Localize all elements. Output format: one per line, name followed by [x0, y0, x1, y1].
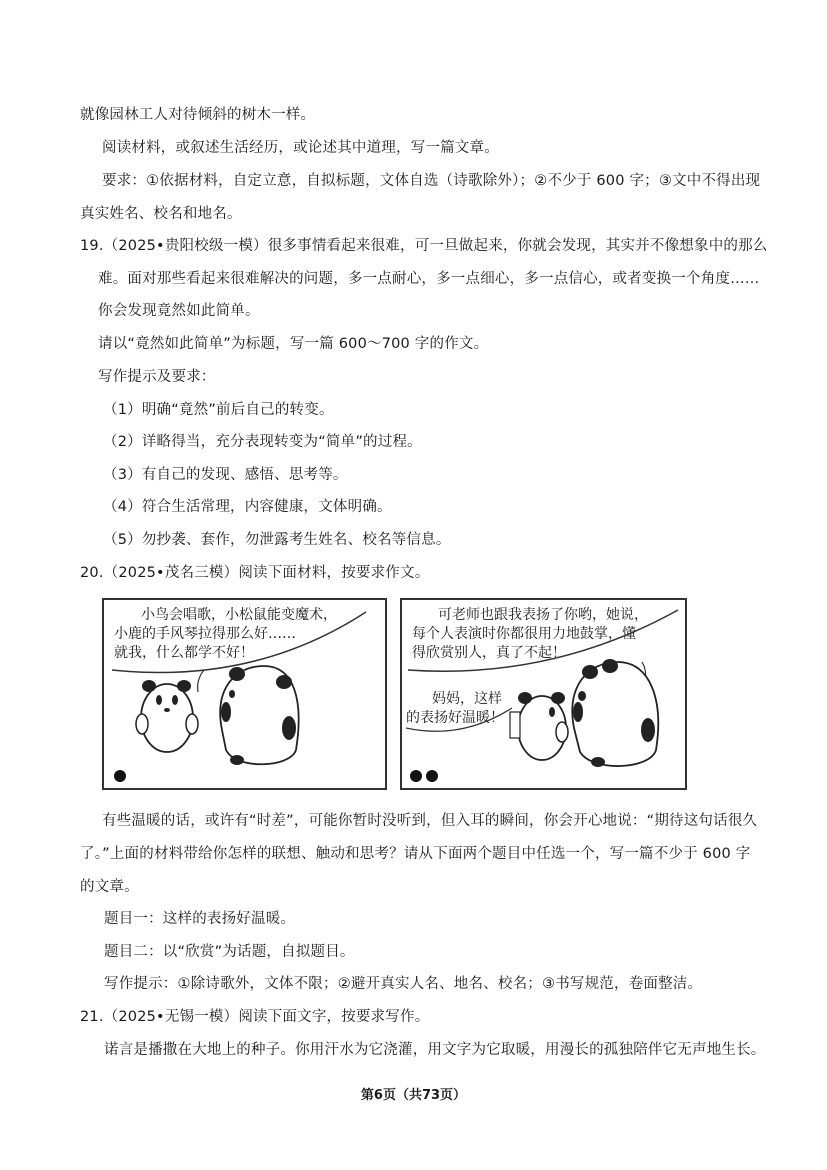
- text-line: 请以“竟然如此简单”为标题，写一篇 600～700 字的作文。: [98, 336, 489, 352]
- text-line: 写作提示：①除诗歌外，文体不限；②避开真实人名、地名、校名；③书写规范，卷面整洁。: [104, 976, 703, 992]
- requirement-item: （2）详略得当，充分表现转变为“简单”的过程。: [103, 434, 422, 450]
- text-line: 难。面对那些看起来很难解决的问题，多一点耐心，多一点细心，多一点信心，或者变换一个角度……: [98, 271, 760, 287]
- question-21-header: 21.（2025•无锡一模）阅读下面文字，按要求写作。: [80, 1009, 430, 1025]
- text-line: 真实姓名、校名和地名。: [80, 206, 242, 222]
- text-line: 你会发现竟然如此简单。: [98, 303, 260, 319]
- text-line: 要求：①依据材料，自定立意，自拟标题，文体自选（诗歌除外）；②不少于 600 字；③文中不得出现: [102, 173, 761, 189]
- speech-text: 可老师也跟我表扬了你哟，她说，: [438, 607, 648, 623]
- speech-text: 小鹿的手风琴拉得那么好……: [114, 626, 296, 642]
- comic-panel-1: [102, 598, 387, 790]
- speech-text: 妈妈，这样: [432, 691, 502, 707]
- requirement-item: （5）勿抄袭、套作，勿泄露考生姓名、校名等信息。: [103, 532, 451, 548]
- text-line: 就像园林工人对待倾斜的树木一样。: [80, 107, 316, 123]
- speech-text: 每个人表演时你都很用力地鼓掌，懂: [412, 626, 636, 642]
- topic-option: 题目二：以“欣赏”为话题，自拟题目。: [104, 944, 355, 960]
- text-line: 阅读材料，或叙述生活经历，或论述其中道理，写一篇文章。: [102, 140, 499, 156]
- text-line: 写作提示及要求：: [98, 369, 216, 385]
- speech-text: 得欣赏别人，真了不起！: [412, 645, 566, 661]
- requirement-item: （4）符合生活常理，内容健康，文体明确。: [103, 499, 392, 515]
- text-line: 有些温暖的话，或许有“时差”，可能你暂时没听到，但入耳的瞬间，你会开心地说：“期待这句话很久: [102, 813, 758, 829]
- topic-option: 题目一：这样的表扬好温暖。: [104, 911, 296, 927]
- text-line: 诺言是播撒在大地上的种子。你用汗水为它浇灌，用文字为它取暖，用漫长的孤独陪伴它无声地生长。: [104, 1042, 766, 1058]
- requirement-item: （1）明确“竟然”前后自己的转变。: [103, 402, 334, 418]
- panda-illustration: [104, 600, 387, 790]
- speech-text: 小鸟会唱歌，小松鼠能变魔术，: [141, 607, 337, 623]
- text-line: 的文章。: [80, 879, 139, 895]
- page-footer: 第6页（共73页）: [360, 1088, 467, 1103]
- text-line: 了。”上面的材料带给你怎样的联想、触动和思考？请从下面两个题目中任选一个，写一篇不少于 600 字: [80, 846, 751, 862]
- question-19-header: 19.（2025•贵阳校级一模）很多事情看起来很难，可一旦做起来，你就会发现，其实并不像想象中的那么: [80, 238, 768, 254]
- question-20-header: 20.（2025•茂名三模）阅读下面材料，按要求作文。: [80, 565, 430, 581]
- speech-text: 的表扬好温暖！: [406, 710, 504, 726]
- panda-illustration: [402, 600, 687, 790]
- comic-panel-2: [400, 598, 687, 790]
- speech-text: 就我，什么都学不好！: [114, 645, 254, 661]
- requirement-item: （3）有自己的发现、感悟、思考等。: [103, 467, 348, 483]
